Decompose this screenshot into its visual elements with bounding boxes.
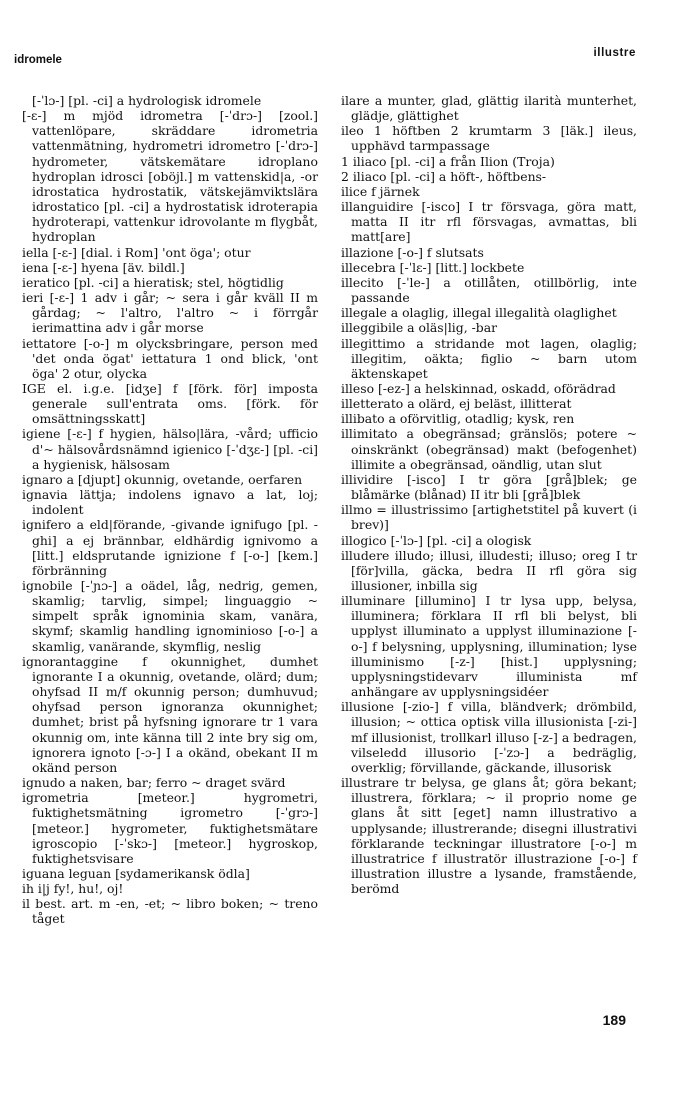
dictionary-entry: 1 iliaco [pl. -ci] a från Ilion (Troja) [341,153,555,169]
dictionary-entry: IGE el. i.g.e. [idʒe] f [förk. för] imposta generale sull'entrata oms. [förk. för omsättningsskatt] [22,380,318,427]
dictionary-entry: ignaro a [djupt] okunnig, ovetande, oerfaren [22,471,303,487]
dictionary-entry: illmo = illustrissimo [artighetstitel på kuvert (i brev)] [341,502,637,533]
dictionary-entry: ieri [-ɛ-] 1 adv i går; ~ sera i går kväll II m gårdag; ~ l'altro, l'altro ~ i förrgår ierimattina adv i går morse [22,290,318,336]
dictionary-entry: illusione [-zio-] f villa, bländverk; drömbild, illusion; ~ ottica optisk villa illusionista [-zi-] mf illusionist, trollkarl illuso [-z-] a bedragen, vilseledd illusorio [-ˈzɔ-] a bedräglig, overklig; förvillande, gäckande, illusorisk [341,699,637,775]
dictionary-entry: igrometria [meteor.] hygrometri, fuktighetsmätning igrometro [-ˈgrɔ-] [meteor.] hygrometer, fuktighetsmätare igroscopio [-ˈskɔ-] [meteor.] hygroskop, fuktighetsvisare [22,790,318,866]
dictionary-entry: ignobile [-ˈɲɔ-] a oädel, låg, nedrig, gemen, skamlig; tarvlig, simpel; linguaggio ~ simpelt språk ignominia skam, vanära, skymf; skamlig handling ignominioso [-o-] a skamlig, vanärande, skymflig, neslig [22,578,318,654]
dictionary-entry: illeso [-ez-] a helskinnad, oskadd, oförädrad [341,380,616,396]
page-header [14,47,636,70]
dictionary-entry: ilare a munter, glad, glättig ilarità munterhet, glädje, glättighet [341,93,637,124]
dictionary-entry: ignavia lättja; indolens ignavo a lat, loj; indolent [22,487,318,518]
dictionary-entry: iella [-ɛ-] [dial. i Rom] 'ont öga'; otur [22,244,251,260]
dictionary-entry: ieratico [pl. -ci] a hieratisk; stel, högtidlig [22,274,284,290]
dictionary-entry: illimitato a obegränsad; gränslös; potere ~ oinskränkt (obegränsad) makt (befogenhet) illimite a obegränsad, oändlig, utan slut [341,426,637,472]
dictionary-entry: iena [-ɛ-] hyena [äv. bildl.] [22,259,185,275]
dictionary-entry: illanguidire [-isco] I tr försvaga, göra matt, matta II itr rfl försvagas, avmattas, bli matt[are] [341,199,637,245]
page-number: 189 [602,1012,626,1028]
dictionary-entry: illecebra [-ˈlɛ-] [litt.] lockbete [341,259,525,275]
dictionary-entry: illuminare [illumino] I tr lysa upp, belysa, illuminera; förklara II rfl bli belyst, bli upplyst illuminato a upplyst illuminazione [-o-] f belysning, upplysning, illumination; lyse illuminismo [-z-] [hist.] upplysning; upplysningstidevarv illuminista mf anhängare av upplysningsidéer [341,593,637,700]
dictionary-entry: illecito [-ˈle-] a otillåten, otillbörlig, inte passande [341,274,637,306]
dictionary-entry: iguana leguan [sydamerikansk ödla] [22,865,250,881]
dictionary-entry: illeggibile a oläs|lig, -bar [341,320,498,336]
dictionary-entry: illetterato a olärd, ej beläst, illitterat [341,396,572,412]
dictionary-entry: [-ˈlɔ-] [pl. -ci] a hydrologisk idromele [32,93,262,108]
dictionary-entry: illogico [-ˈlɔ-] [pl. -ci] a ologisk [341,532,532,548]
guide-word-left: idromele [14,54,62,66]
dictionary-entry: [-ɛ-] m mjöd idrometra [-ˈdrɔ-] [zool.] vattenlöpare, skräddare idrometria vattenmätning, hydrometri idrometro [-ˈdrɔ-] hydrometer, vätskemätare idroplano hydroplan idrosci [oböjl.] m vattenskid|a, -or idrostatica hydrostatik, vätskejämviktslära idrostatico [pl. -ci] a hydrostatisk idroterapia hydroterapi, vattenkur idrovolante m flygbåt, hydroplan [22,108,318,245]
left-column [22,93,318,927]
guide-word-right: illustre [593,47,636,59]
dictionary-entry: il best. art. m -en, -et; ~ libro boken; ~ treno tåget [22,896,318,927]
dictionary-entry: ignifero a eld|förande, -givande ignifugo [pl. -ghi] a ej brännbar, eldhärdig ignivomo a [litt.] eldsprutande ignizione f [-o-] [kem.] förbränning [22,517,318,578]
dictionary-entry: illegale a olaglig, illegal illegalità olaglighet [341,305,617,321]
dictionary-entry: illudere illudo; illusi, illudesti; illuso; oreg I tr [för]villa, gäcka, bedra II rfl göra sig illusioner, inbilla sig [341,547,637,593]
dictionary-entry: iettatore [-o-] m olycksbringare, person med 'det onda ögat' iettatura 1 ond blick, 'ont öga' 2 otur, olycka [22,335,318,381]
dictionary-entry: ignudo a naken, bar; ferro ~ draget svärd [22,775,286,791]
right-column [341,93,637,896]
dictionary-entry: 2 iliaco [pl. -ci] a höft-, höftbens- [341,168,547,184]
dictionary-entry: illibato a oförvitlig, otadlig; kysk, ren [341,411,575,427]
dictionary-entry: illegittimo a stridande mot lagen, olaglig; illegitim, oäkta; figlio ~ barn utom äktenskapet [341,335,637,381]
dictionary-entry: illazione [-o-] f slutsats [341,244,484,260]
dictionary-entry: ilice f järnek [341,183,420,199]
dictionary-entry: igiene [-ɛ-] f hygien, hälso|lära, -vård; ufficio d'~ hälsovårdsnämnd igienico [-ˈdʒɛ-] [pl. -ci] a hygienisk, hälsosam [22,426,318,472]
dictionary-entry: ignorantaggine f okunnighet, dumhet ignorante I a okunnig, ovetande, olärd; dum; ohyfsad II m/f okunnig person; dumhuvud; ohyfsad person ignoranza okunnighet; dumhet; brist på hyfsning ignorare tr 1 vara okunnig om, inte känna till 2 inte bry sig om, ignorera ignoto [-ɔ-] I a okänd, obekant II m okänd person [22,653,318,775]
dictionary-entry: ih i|j fy!, hu!, oj! [22,881,124,897]
dictionary-entry: illustrare tr belysa, ge glans åt; göra bekant; illustrera, förklara; ~ il proprio nome ge glans åt sitt [eget] namn illustrativo a upplysande; illustrerande; disegni illustrativi förklarande teckningar illustratore [-o-] m illustratrice f illustratör illustrazione [-o-] f illustration illustre a lysande, framstående, berömd [341,775,637,897]
dictionary-entry: ileo 1 höftben 2 krumtarm 3 [läk.] ileus, upphävd tarmpassage [341,123,637,154]
dictionary-entry: illividire [-isco] I tr göra [grå]blek; ge blåmärke (blånad) II itr bli [grå]blek [341,471,637,503]
